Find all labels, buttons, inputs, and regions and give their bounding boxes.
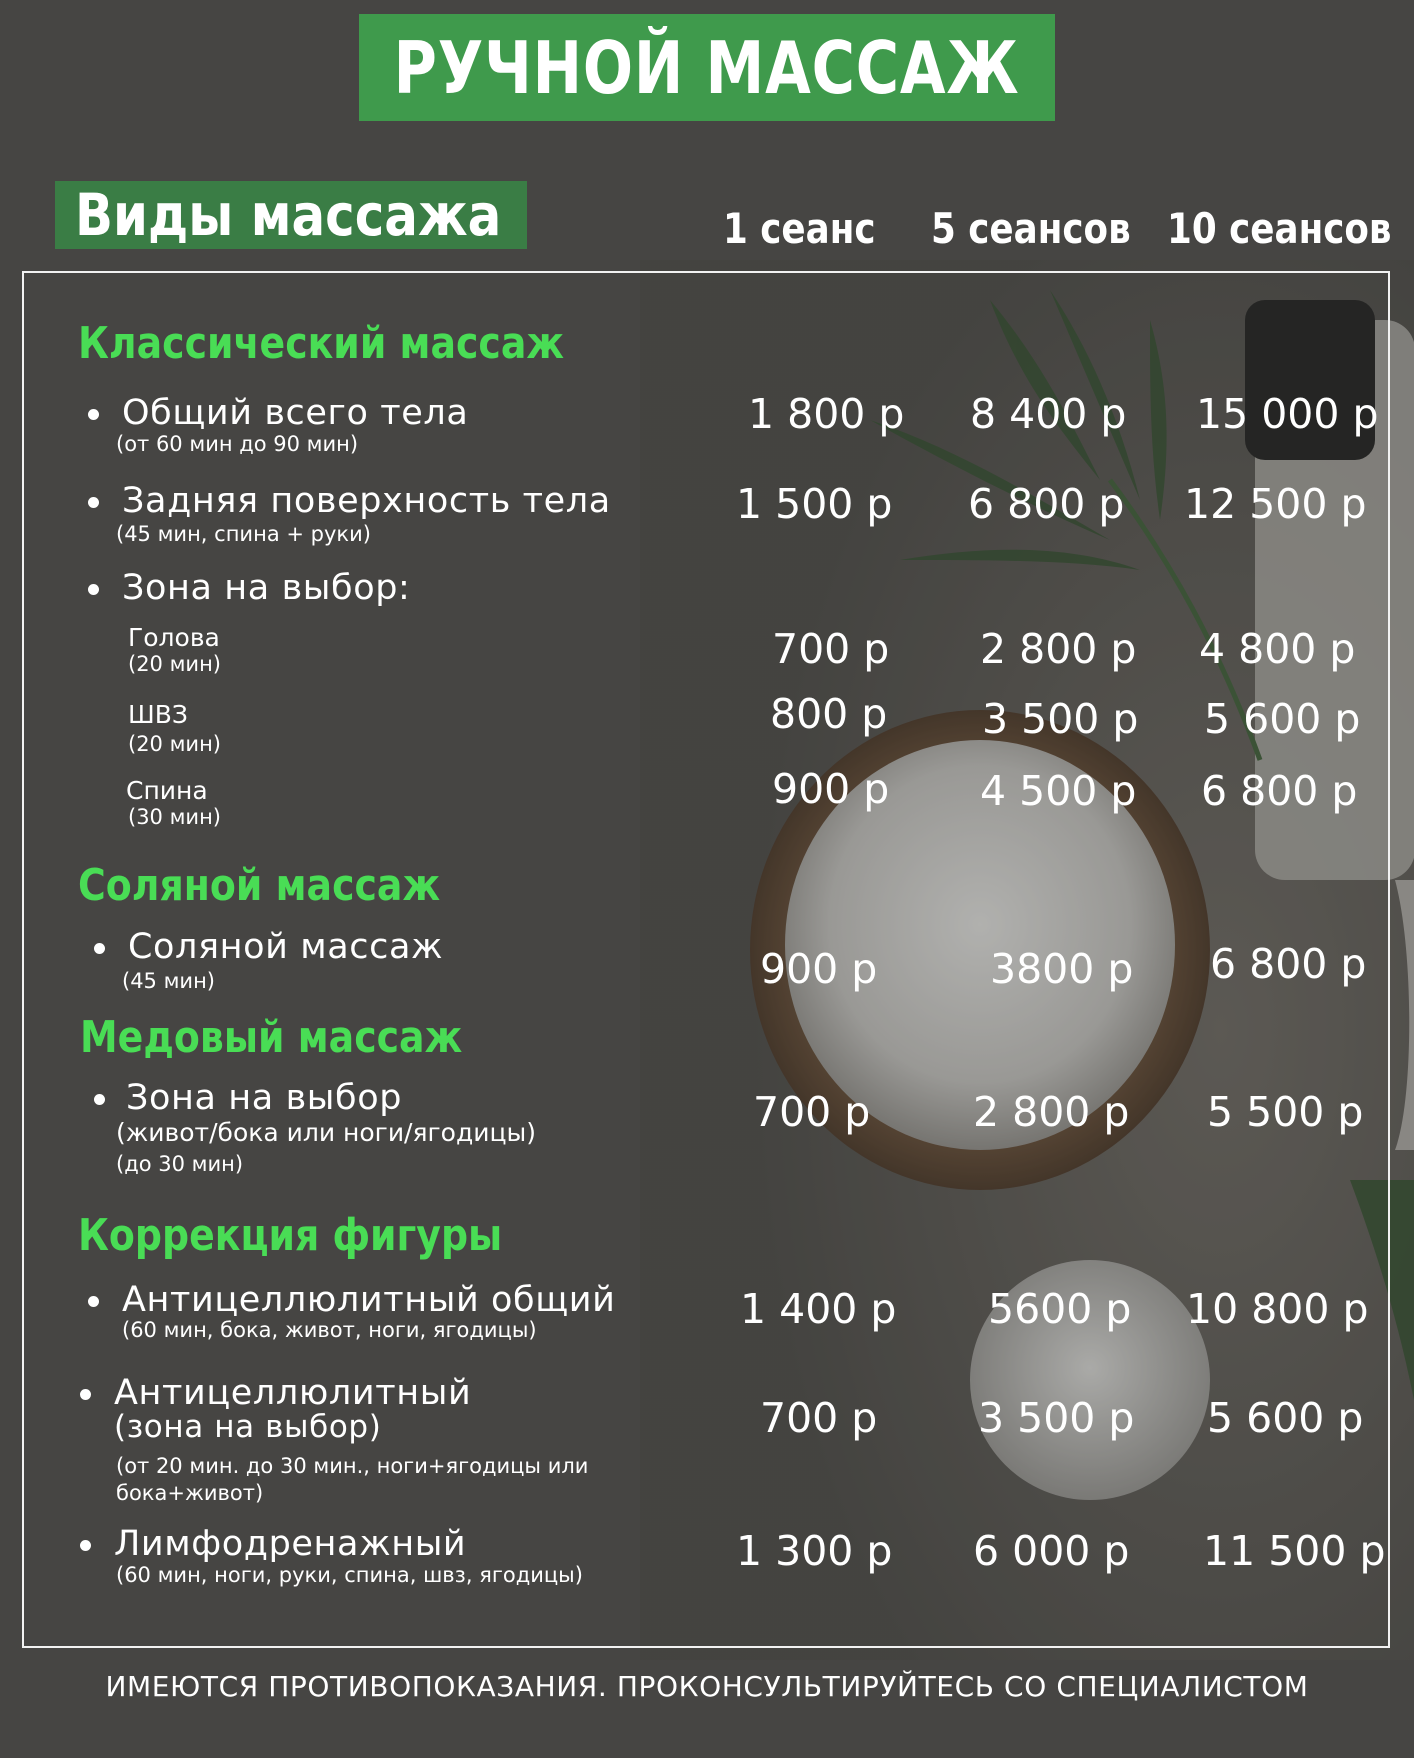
- zone-note: (20 мин): [128, 732, 222, 756]
- section-title-salt: Соляной массаж: [78, 860, 441, 911]
- item-name: Зона на выбор: [126, 1078, 403, 1118]
- item-name: Задняя поверхность тела: [122, 481, 611, 521]
- price-5: 2 800 р: [980, 625, 1137, 673]
- section-title-honey: Медовый массаж: [80, 1012, 463, 1063]
- price-10: 5 600 р: [1204, 695, 1361, 743]
- price-1: 800 р: [770, 690, 888, 738]
- bullet: [80, 1389, 91, 1400]
- price-1: 700 р: [760, 1394, 878, 1442]
- item-name-sub: (зона на выбор): [114, 1409, 382, 1445]
- types-banner: [55, 181, 527, 249]
- price-1: 1 800 р: [748, 390, 905, 438]
- price-10: 11 500 р: [1203, 1527, 1386, 1575]
- price-10: 15 000 р: [1196, 390, 1379, 438]
- price-5: 6 000 р: [973, 1527, 1130, 1575]
- price-5: 3 500 р: [978, 1394, 1135, 1442]
- zone-name: Голова: [128, 623, 220, 652]
- section-title-correction: Коррекция фигуры: [78, 1210, 503, 1261]
- bullet: [88, 497, 99, 508]
- price-10: 6 800 р: [1210, 940, 1367, 988]
- item-name: Антицеллюлитный общий: [122, 1280, 616, 1320]
- bullet: [88, 584, 99, 595]
- item-name: Зона на выбор:: [122, 568, 411, 608]
- price-5: 5600 р: [988, 1285, 1132, 1333]
- price-1: 1 300 р: [736, 1527, 893, 1575]
- price-1: 700 р: [772, 625, 890, 673]
- item-name: Общий всего тела: [122, 393, 469, 433]
- column-header-10: 10 сеансов: [1167, 204, 1392, 253]
- price-10: 5 500 р: [1207, 1088, 1364, 1136]
- bullet: [94, 943, 105, 954]
- price-5: 6 800 р: [968, 480, 1125, 528]
- section-title-classic: Классический массаж: [78, 318, 565, 369]
- column-header-5: 5 сеансов: [931, 204, 1131, 253]
- price-1: 1 500 р: [736, 480, 893, 528]
- item-note: (60 мин, бока, живот, ноги, ягодицы): [122, 1318, 537, 1342]
- item-name: Антицеллюлитный: [114, 1373, 472, 1413]
- item-note: (45 мин, спина + руки): [116, 522, 371, 546]
- bullet: [88, 1296, 99, 1307]
- page-title: РУЧНОЙ МАССАЖ: [394, 25, 1020, 110]
- price-1: 700 р: [753, 1088, 871, 1136]
- item-note: (60 мин, ноги, руки, спина, швз, ягодицы): [116, 1563, 583, 1587]
- price-5: 4 500 р: [980, 767, 1137, 815]
- item-name: Соляной массаж: [128, 927, 444, 967]
- price-1: 1 400 р: [740, 1285, 897, 1333]
- item-note: (до 30 мин): [116, 1152, 244, 1176]
- item-note: (45 мин): [122, 969, 216, 993]
- bullet: [94, 1094, 105, 1105]
- price-10: 10 800 р: [1186, 1285, 1369, 1333]
- zone-note: (20 мин): [128, 652, 222, 676]
- item-name: Лимфодренажный: [114, 1524, 467, 1564]
- price-10: 12 500 р: [1184, 480, 1367, 528]
- price-1: 900 р: [760, 945, 878, 993]
- item-note: (от 20 мин. до 30 мин., ноги+ягодицы или: [116, 1454, 589, 1478]
- item-note: бока+живот): [116, 1481, 264, 1505]
- zone-name: ШВЗ: [128, 700, 188, 729]
- zone-note: (30 мин): [128, 805, 222, 829]
- bullet: [88, 409, 99, 420]
- item-note: (от 60 мин до 90 мин): [116, 432, 359, 456]
- types-heading: Виды массажа: [75, 181, 502, 249]
- item-note: (живот/бока или ноги/ягодицы): [116, 1118, 536, 1147]
- price-5: 8 400 р: [970, 390, 1127, 438]
- price-5: 3 500 р: [982, 695, 1139, 743]
- bullet: [80, 1540, 91, 1551]
- column-header-1: 1 сеанс: [723, 204, 876, 253]
- title-banner: [359, 14, 1055, 121]
- price-10: 5 600 р: [1207, 1394, 1364, 1442]
- price-10: 4 800 р: [1199, 625, 1356, 673]
- zone-name: Спина: [126, 776, 208, 805]
- price-5: 3800 р: [990, 945, 1134, 993]
- price-5: 2 800 р: [973, 1088, 1130, 1136]
- footer-disclaimer: ИМЕЮТСЯ ПРОТИВОПОКАЗАНИЯ. ПРОКОНСУЛЬТИРУЙТЕСЬ СО СПЕЦИАЛИСТОМ: [105, 1670, 1309, 1703]
- price-1: 900 р: [772, 765, 890, 813]
- price-10: 6 800 р: [1201, 767, 1358, 815]
